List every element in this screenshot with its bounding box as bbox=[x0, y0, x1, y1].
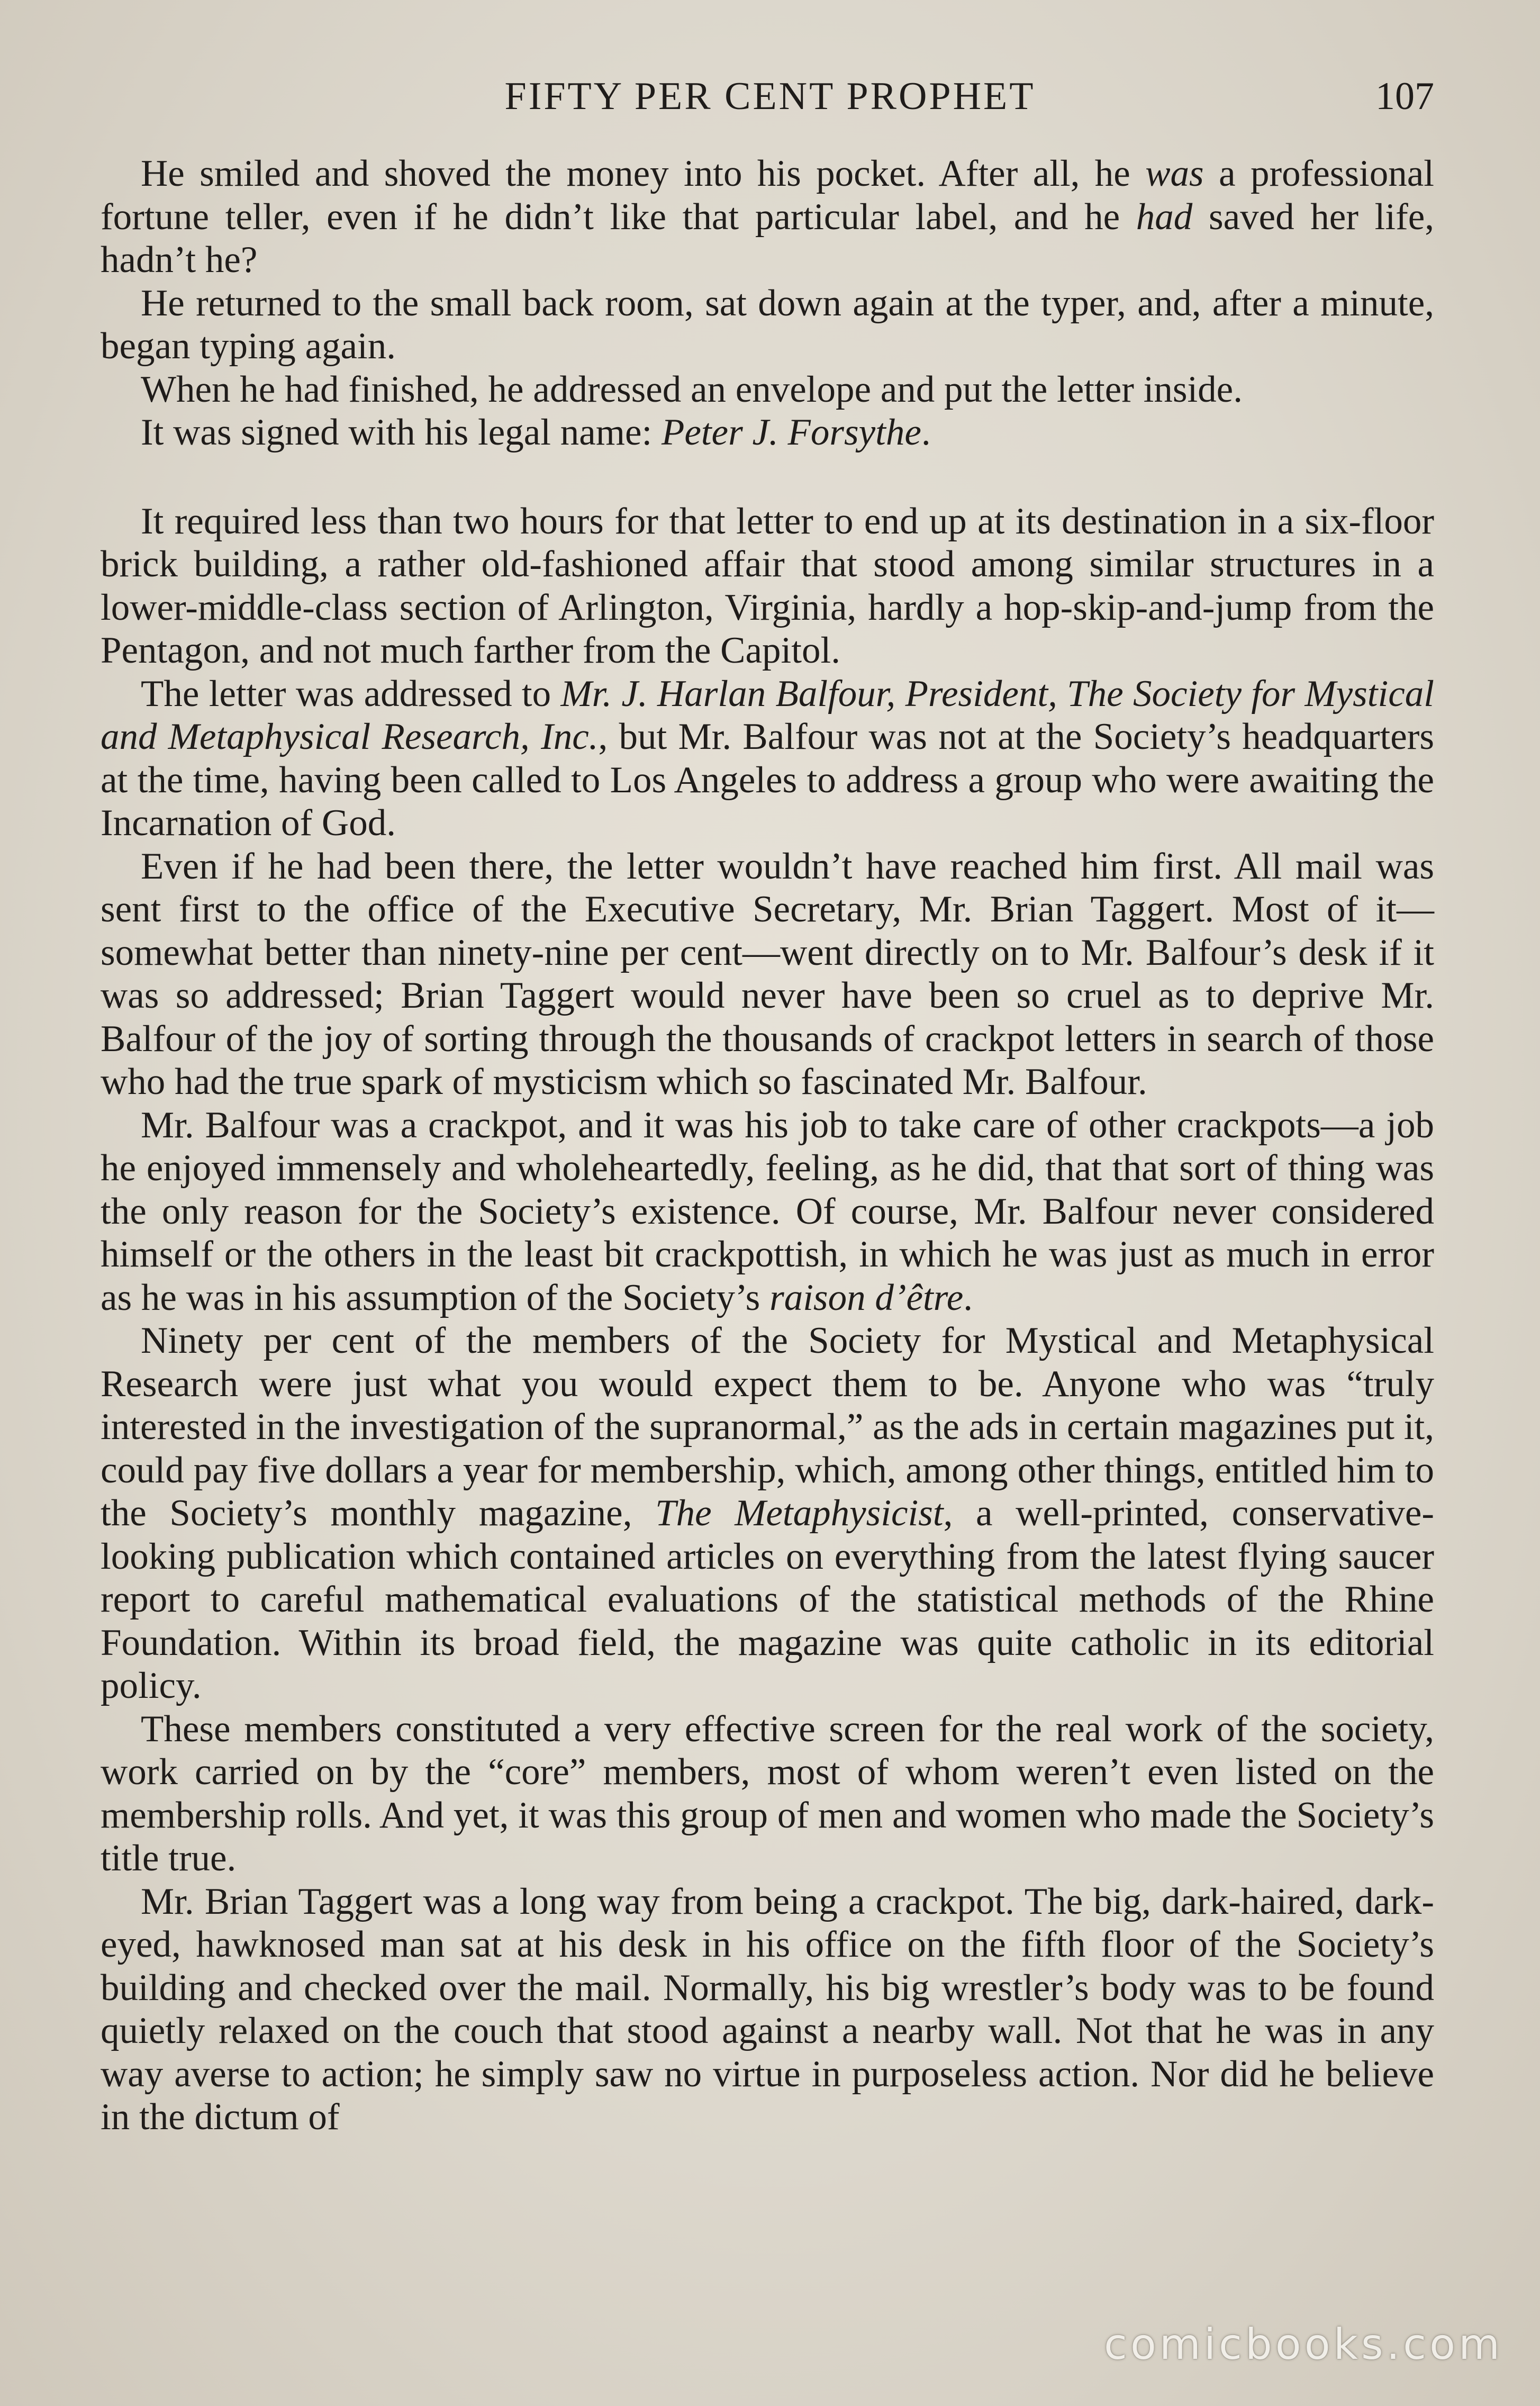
paragraph: When he had finished, he addressed an envelope and put the letter inside. bbox=[141, 368, 1243, 410]
paragraph: He smiled and shoved the money into his pocket. After all, he was a professional fortune teller, even if he didn’t like that particular label, and he had saved her life, hadn’t he? bbox=[101, 153, 1434, 281]
watermark: comicbooks.com bbox=[1103, 2320, 1503, 2369]
page-header bbox=[0, 74, 1540, 132]
body-text bbox=[101, 152, 1434, 2139]
signature-name: Peter J. Forsythe bbox=[661, 412, 921, 453]
emphasis: was bbox=[1145, 153, 1204, 194]
paragraph: Even if he had been there, the letter wouldn’t have reached him first. All mail was sent first to the office of the Executive Secretary, Mr. Brian Taggert. Most of it—somewhat better than ninety-nine per cent—went directly on to Mr. Balfour’s desk if it was so addressed; Brian Taggert would never have been so cruel as to deprive Mr. Balfour of the joy of sorting through the thousands of crackpot letters in search of those who had the true spark of mysticism which so fascinated Mr. Balfour. bbox=[101, 845, 1434, 1102]
paragraph: These members constituted a very effective screen for the real work of the society, work carried on by the “core” members, most of whom weren’t even listed on the membership rolls. And yet, it was this group of men and women who made the Society’s title true. bbox=[101, 1708, 1434, 1879]
running-title: FIFTY PER CENT PROPHET bbox=[504, 75, 1036, 118]
paragraph: Ninety per cent of the members of the Society for Mystical and Metaphysical Research were just what you would expect them to be. Anyone who was “truly interested in the investigation of the supranormal,” as the ads in certain magazines put it, could pay five dollars a year for membership, which, among other things, entitled him to the Society’s monthly magazine, The Metaphysicist, a well-printed, conservative-looking publication which contained articles on everything from the latest flying saucer report to careful mathematical evaluations of the statistical methods of the Rhine Foundation. Within its broad field, the magazine was quite catholic in its editorial policy. bbox=[101, 1320, 1434, 1706]
emphasis: raison d’être bbox=[769, 1277, 964, 1318]
paragraph: It required less than two hours for that letter to end up at its destination in a six-floor brick building, a rather old-fashioned affair that stood among similar structures in a lower-middle-class section of Arlington, Virginia, hardly a hop-skip-and-jump from the Pentagon, and not much farther from the Capitol. bbox=[101, 500, 1434, 671]
paragraph: Mr. Balfour was a crackpot, and it was his job to take care of other crackpots—a job he enjoyed immensely and wholeheartedly, feeling, as he did, that that sort of thing was the only reason for the Society’s existence. Of course, Mr. Balfour never considered himself or the others in the least bit crackpottish, in which he was just as much in error as he was in his assumption of the Society’s raison d’être. bbox=[101, 1104, 1434, 1318]
paragraph: Mr. Brian Taggert was a long way from being a crackpot. The big, dark-haired, dark-eyed, hawknosed man sat at his desk in his office on the fifth floor of the Society’s building and checked over the mail. Normally, his big wrestler’s body was to be found quietly relaxed on the couch that stood against a nearby wall. Not that he was in any way averse to action; he simply saw no virtue in purposeless action. Nor did he believe in the dictum of bbox=[101, 1880, 1434, 2138]
addressee: Mr. J. Harlan Balfour, President, The Society for Mystical and Metaphysical Research, Inc. bbox=[101, 673, 1434, 757]
paragraph: He returned to the small back room, sat down again at the typer, and, after a minute, began typing again. bbox=[101, 282, 1434, 367]
paragraph: The letter was addressed to Mr. J. Harlan Balfour, President, The Society for Mystical and Metaphysical Research, Inc., but Mr. Balfour was not at the Society’s headquarters at the time, having been called to Los Angeles to address a group who were awaiting the Incarnation of God. bbox=[101, 673, 1434, 844]
magazine-title: The Metaphysicist bbox=[655, 1493, 944, 1534]
paragraph: It was signed with his legal name: Peter J. Forsythe. bbox=[141, 412, 931, 453]
page-number: 107 bbox=[1375, 75, 1434, 118]
emphasis: had bbox=[1136, 196, 1193, 238]
